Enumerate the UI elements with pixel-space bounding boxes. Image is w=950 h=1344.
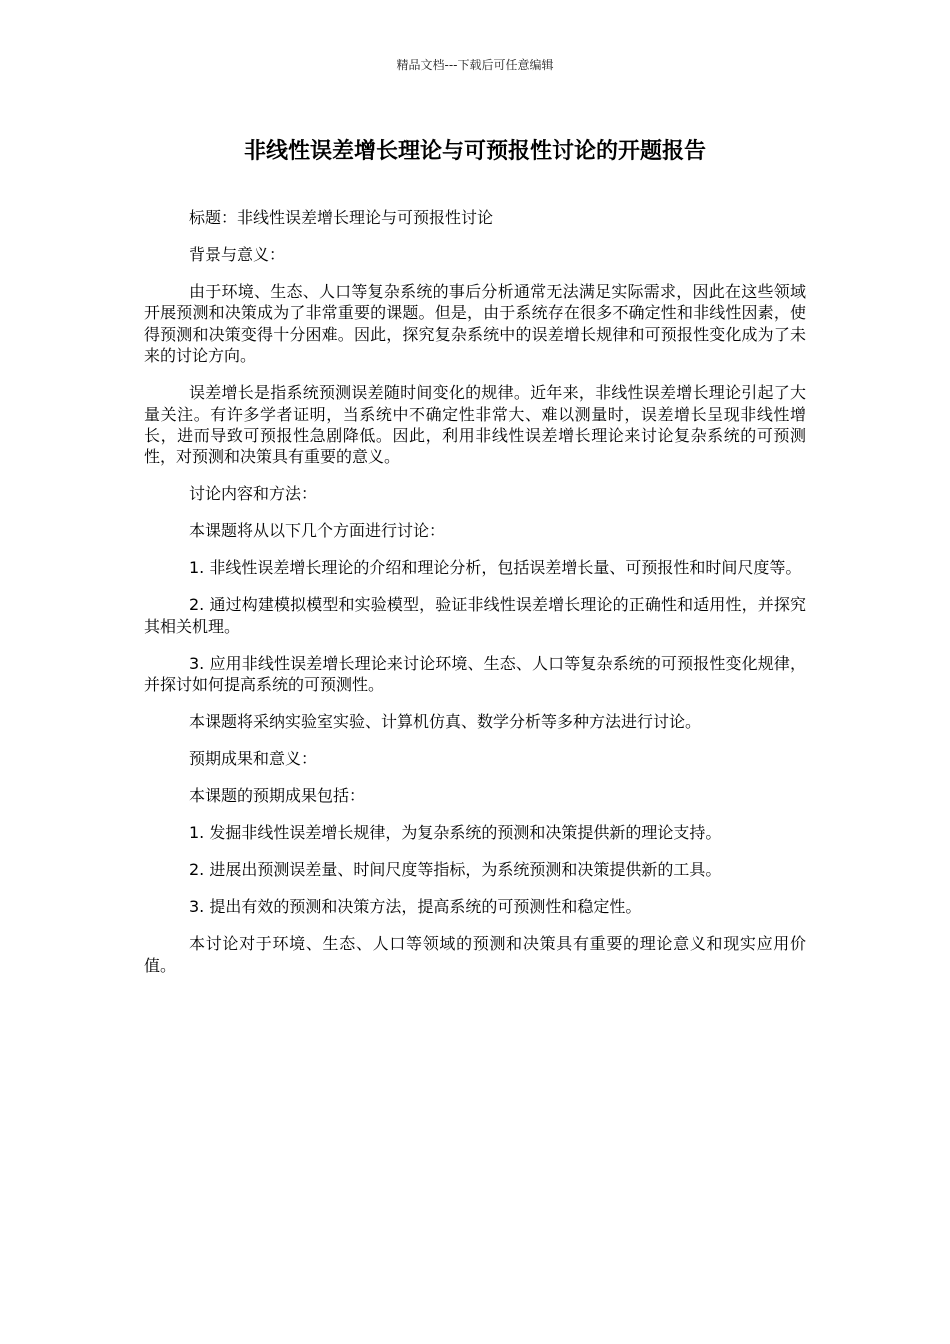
paragraph-background-1: 由于环境、生态、人口等复杂系统的事后分析通常无法满足实际需求，因此在这些领域开展预测和决策成为了非常重要的课题。但是，由于系统存在很多不确定性和非线性因素，使得预测和决策变得十分困难。因此，探究复杂系统中的误差增长规律和可预报性变化成为了未来的讨论方向。: [144, 282, 806, 366]
paragraph-outcomes-item-1: 1. 发掘非线性误差增长规律，为复杂系统的预测和决策提供新的理论支持。: [189, 823, 722, 843]
paragraph-outcomes-item-2: 2. 进展出预测误差量、时间尺度等指标，为系统预测和决策提供新的工具。: [189, 860, 722, 880]
paragraph-methods-item-3: 3. 应用非线性误差增长理论来讨论环境、生态、人口等复杂系统的可预报性变化规律，并探讨如何提高系统的可预测性。: [144, 653, 806, 695]
document-body: [144, 207, 806, 992]
paragraph-outcomes-item-3: 3. 提出有效的预测和决策方法，提高系统的可预测性和稳定性。: [189, 897, 642, 917]
paragraph-outcomes-heading: 预期成果和意义：: [189, 749, 318, 769]
paragraph-conclusion: 本讨论对于环境、生态、人口等领域的预测和决策具有重要的理论意义和现实应用价值。: [144, 934, 806, 975]
paragraph-methods-item-1: 1. 非线性误差增长理论的介绍和理论分析，包括误差增长量、可预报性和时间尺度等。: [189, 558, 802, 578]
paragraph-methods-summary: 本课题将采纳实验室实验、计算机仿真、数学分析等多种方法进行讨论。: [189, 712, 702, 732]
header-note: 精品文档---下载后可任意编辑: [396, 58, 554, 72]
paragraph-methods-heading: 讨论内容和方法：: [189, 484, 318, 504]
paragraph-outcomes-intro: 本课题的预期成果包括：: [189, 786, 366, 806]
document-title: 非线性误差增长理论与可预报性讨论的开题报告: [243, 139, 706, 164]
paragraph-background-heading: 背景与意义：: [189, 245, 286, 264]
paragraph-methods-item-2: 2. 通过构建模拟模型和实验模型，验证非线性误差增长理论的正确性和适用性，并探究其相关机理。: [144, 595, 806, 636]
paragraph-methods-intro: 本课题将从以下几个方面进行讨论：: [189, 521, 446, 541]
paragraph-background-2: 误差增长是指系统预测误差随时间变化的规律。近年来，非线性误差增长理论引起了大量关注。有许多学者证明，当系统中不确定性非常大、难以测量时，误差增长呈现非线性增长，进而导致可预报性急剧降低。因此，利用非线性误差增长理论来讨论复杂系统的可预测性，对预测和决策具有重要的意义。: [144, 383, 806, 467]
paragraph-title-line: 标题：非线性误差增长理论与可预报性讨论: [189, 208, 494, 227]
